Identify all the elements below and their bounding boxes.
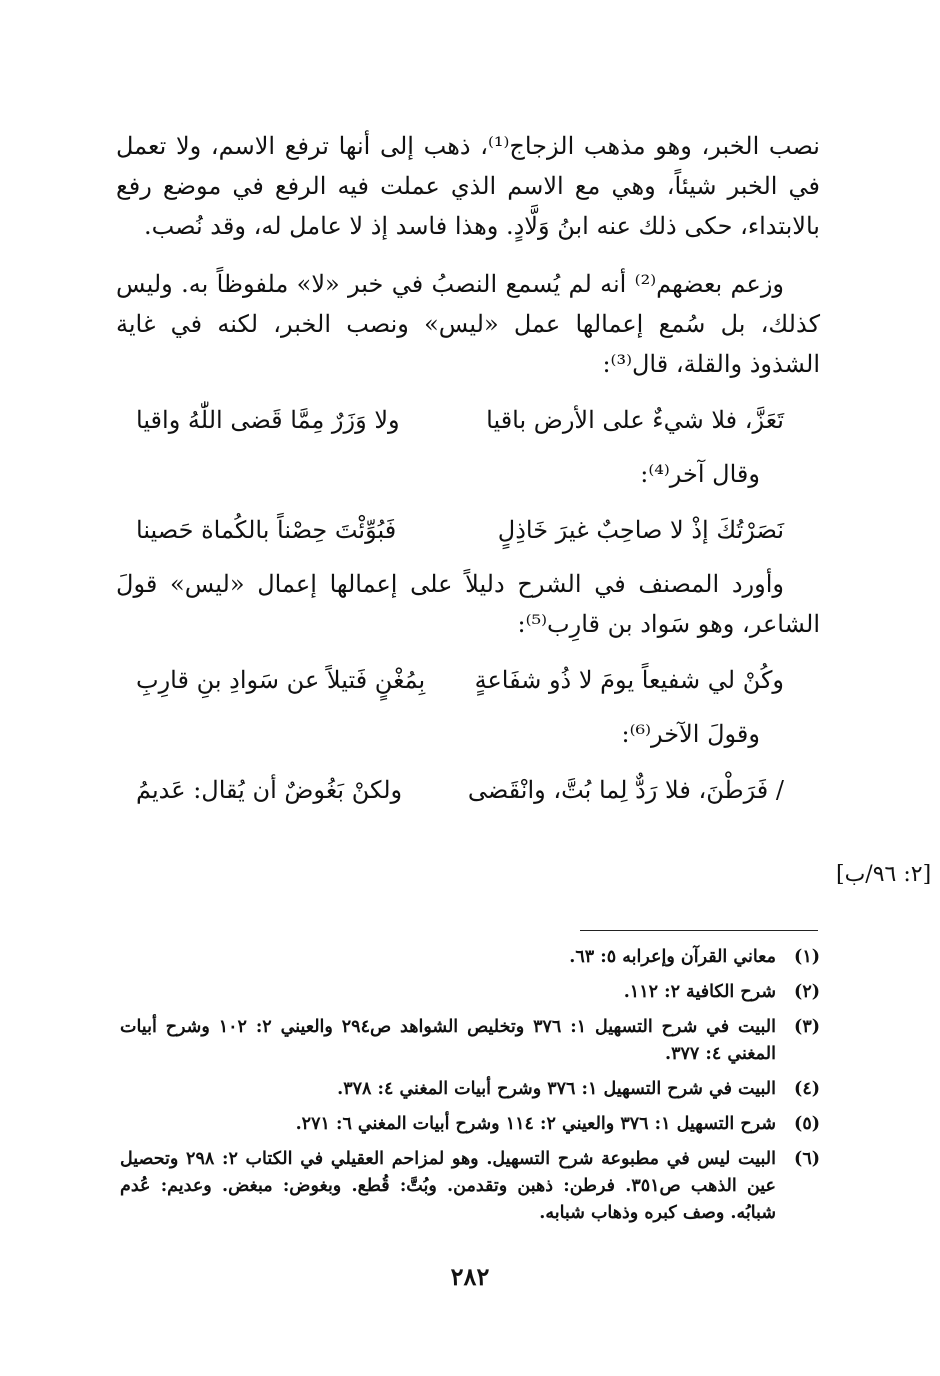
main-text — [116, 126, 820, 810]
footnote-4 — [120, 1076, 820, 1103]
verse-1-second-hemistich: ولا وَزَرٌ مِمَّا قَضى اللّٰهُ واقيا — [136, 406, 400, 434]
footnote-number: (٣) — [794, 1017, 820, 1037]
footnote-5 — [120, 1111, 820, 1138]
footnote-number: (١) — [794, 947, 820, 967]
verse-2 — [136, 510, 784, 550]
footnote-text: شرح التسهيل ١: ٣٧٦ والعيني ٢: ١١٤ وشرح أبيات المغني ٦: ٢٧١. — [295, 1114, 776, 1134]
verse-4 — [136, 770, 784, 810]
footnote-separator — [580, 930, 818, 931]
paragraph-3: وأورد المصنف في الشرح دليلاً على إعمالها إعمال «ليس» قولَ الشاعر، وهو سَواد بن قارِب⁽⁵⁾: — [116, 570, 820, 638]
verse-3-second-hemistich: بِمُغْنٍ فَتيلاً عن سَوادِ بنِ قارِبِ — [136, 666, 426, 694]
verse-1 — [136, 400, 784, 440]
footnote-number: (٢) — [794, 982, 820, 1002]
footnote-text: شرح الكافية ٢: ١١٢. — [623, 982, 776, 1002]
footnote-number: (٥) — [794, 1114, 820, 1134]
footnote-3 — [120, 1014, 820, 1068]
footnote-2 — [120, 979, 820, 1006]
footnote-text: البيت في شرح التسهيل ١: ٣٧٦ وشرح أبيات المغني ٤: ٣٧٨. — [337, 1079, 776, 1099]
verse-4-second-hemistich: ولكنْ بَغُوضٌ أن يُقال: عَديمُ — [136, 776, 403, 804]
footnote-1 — [120, 944, 820, 971]
verse-1-first-hemistich: تَعَزَّ، فلا شيءٌ على الأرض باقيا — [486, 406, 784, 434]
verse-4-intro: وقولَ الآخر⁽⁶⁾: — [621, 720, 760, 748]
verse-4-first-hemistich: / فَرَطْنَ، فلا رَدٌّ لِما بُتَّ، وانْقَضى — [467, 776, 784, 804]
verse-3 — [136, 660, 784, 700]
footnote-6 — [120, 1146, 820, 1227]
verse-2-first-hemistich: نَصَرْتُكَ إذْ لا صاحِبٌ غيرَ خَاذِلٍ — [497, 516, 784, 544]
footnotes — [120, 944, 820, 1235]
verse-3-first-hemistich: وكُنْ لي شفيعاً يومَ لا ذُو شفَاعةٍ — [474, 666, 784, 694]
paragraph-2: وزعم بعضهم⁽²⁾ أنه لم يُسمع النصبُ في خبر «لا» ملفوظاً به. وليس كذلك، بل سُمع إعمالها عمل «ليس» ونصب الخبر، لكنه في غاية الشذوذ والقلة، قال⁽³⁾: — [116, 270, 820, 378]
footnote-text: البيت ليس في مطبوعة شرح التسهيل. وهو لمزاحم العقيلي في الكتاب ٢: ٢٩٨ وتحصيل عين الذهب ص٣٥١. فرطن: ذهبن وتقدمن. وبُتَّ: قُطع. وبغوض: مبغض. وعديم: عُدم شبابُه. وصف كبره وذهاب شبابه. — [120, 1149, 777, 1223]
page-number: ٢٨٢ — [450, 1262, 490, 1291]
footnote-number: (٤) — [794, 1079, 820, 1099]
footnote-text: البيت في شرح التسهيل ١: ٣٧٦ وتخليص الشواهد ص٢٩٤ والعيني ٢: ١٠٢ وشرح أبيات المغني ٤: ٣٧٧. — [120, 1017, 776, 1064]
manuscript-folio-reference: [٢: ٩٦/ب] — [836, 862, 932, 887]
footnote-number: (٦) — [794, 1149, 820, 1169]
footnote-text: معاني القرآن وإعرابه ٥: ٦٣. — [569, 947, 776, 967]
verse-2-intro: وقال آخر⁽⁴⁾: — [640, 460, 760, 488]
verse-2-second-hemistich: فَبُوِّئْتَ حِصْناً بالكُماة حَصينا — [136, 516, 397, 544]
paragraph-1: نصب الخبر، وهو مذهب الزجاج⁽¹⁾، ذهب إلى أنها ترفع الاسم، ولا تعمل في الخبر شيئاً، وهي مع الاسم الذي عملت فيه الرفع في موضع رفع بالابتداء، حكى ذلك عنه ابنُ وَلَّادٍ. وهذا فاسد إذ لا عامل له، وقد نُصب. — [116, 132, 820, 240]
